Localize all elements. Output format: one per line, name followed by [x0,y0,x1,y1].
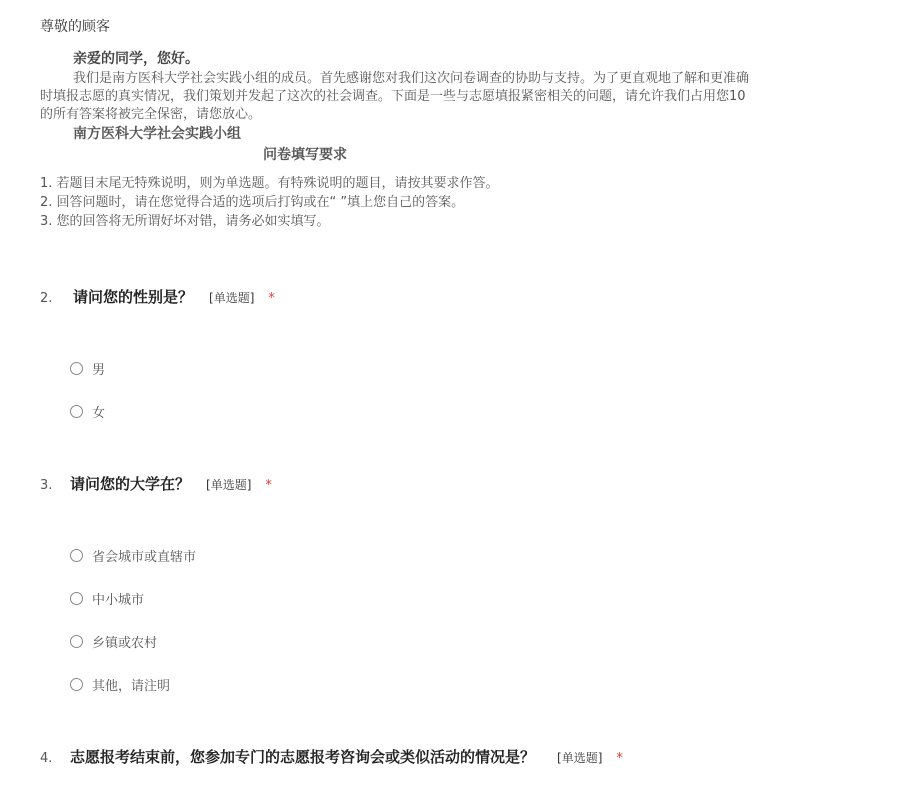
question-title: 请问您的大学在？ [70,475,191,493]
radio-button-icon[interactable] [70,678,83,691]
salutation: 尊敬的顾客 [40,19,110,35]
option-other[interactable] [70,675,170,694]
option-label: 其他，请注明 [92,679,171,694]
question-type-label: [单选题] [557,751,603,765]
radio-button-icon[interactable] [70,362,83,375]
radio-button-icon[interactable] [70,635,83,648]
question-title: 志愿报考结束前，您参加专门的志愿报考咨询会或类似活动的情况是？ [70,748,536,766]
option-town-village[interactable] [70,632,157,651]
option-label: 中小城市 [92,593,145,608]
option-label: 省会城市或直辖市 [92,550,197,565]
required-marker: * [616,751,623,766]
requirement-item: 2. 回答问题时，请在您觉得合适的选项后打钩或在“ ”填上您自己的答案。 [40,195,465,210]
option-label: 乡镇或农村 [92,636,158,651]
option-female[interactable] [70,402,105,421]
group-name: 南方医科大学社会实践小组 [73,126,241,142]
requirements-list [40,174,499,231]
option-small-city[interactable] [70,589,144,608]
question-number: 3. [40,478,53,493]
question-university-location [40,473,272,494]
question-title: 请问您的性别是？ [73,288,194,306]
question-type-label: [单选题] [209,291,255,305]
question-type-label: [单选题] [206,478,252,492]
option-capital-city[interactable] [70,546,196,565]
requirement-item: 1. 若题目末尾无特殊说明，则为单选题。有特殊说明的题目，请按其要求作答。 [40,176,499,191]
requirement-item: 3. 您的回答将无所谓好坏对错，请务必如实填写。 [40,214,330,229]
required-marker: * [265,478,272,493]
requirements-title: 问卷填写要求 [263,147,347,163]
radio-button-icon[interactable] [70,592,83,605]
survey-intro [40,48,900,166]
option-label: 女 [92,406,106,421]
question-number: 2. [40,291,53,306]
option-male[interactable] [70,359,105,378]
intro-line: 的所有答案将被完全保密，请您放心。 [40,107,262,122]
intro-line: 我们是南方医科大学社会实践小组的成员。首先感谢您对我们这次问卷调查的协助与支持。为了更直观地了解和更准确 [73,71,750,86]
radio-button-icon[interactable] [70,405,83,418]
required-marker: * [268,291,275,306]
intro-line: 时填报志愿的真实情况，我们策划并发起了这次的社会调查。下面是一些与志愿填报紧密相关的问题，请允许我们占用您10 [40,89,746,104]
question-consultation [40,746,623,767]
option-label: 男 [92,363,106,378]
radio-button-icon[interactable] [70,549,83,562]
question-number: 4. [40,751,53,766]
greeting: 亲爱的同学，您好。 [73,51,199,67]
question-gender [40,286,275,307]
